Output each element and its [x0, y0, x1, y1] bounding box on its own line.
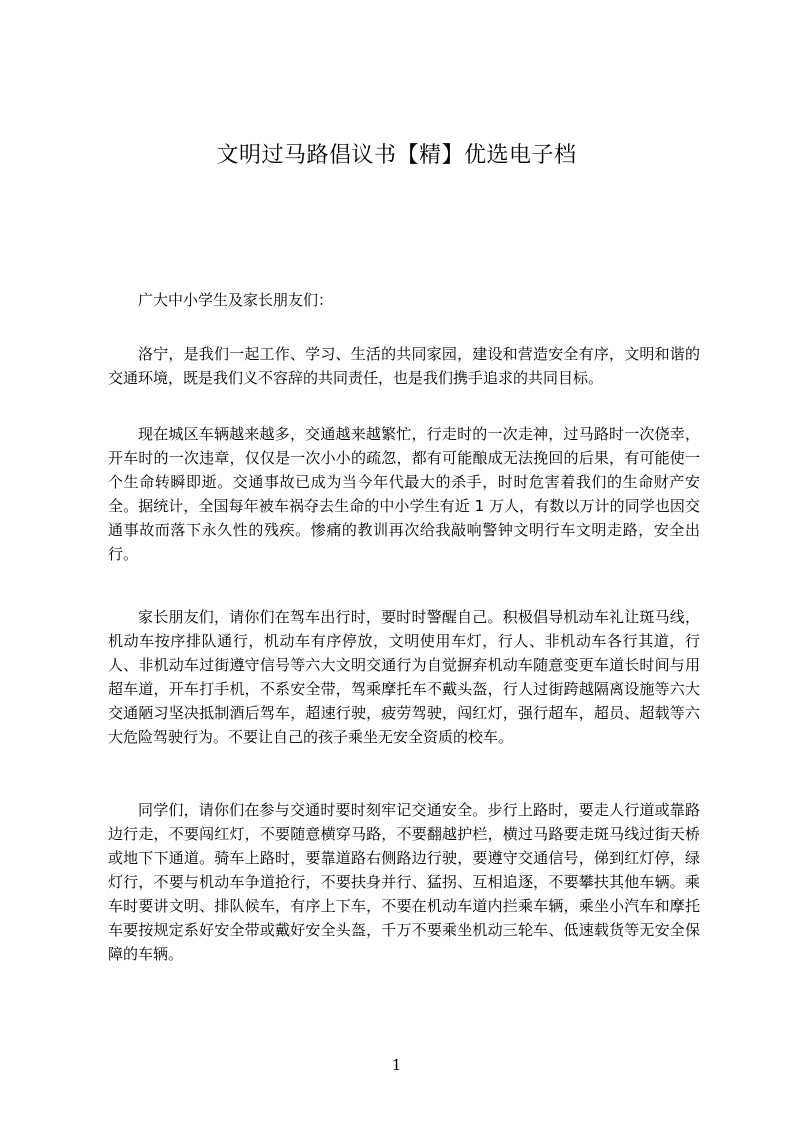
- salutation: 广大中小学生及家长朋友们：: [138, 291, 334, 309]
- paragraph-3: 家长朋友们，请你们在驾车出行时，要时时警醒自己。积极倡导机动车礼让斑马线，机动车按序排队通行，机动车有序停放，文明使用车灯，行人、非机动车各行其道，行人、非机动车过街遵守信号等六大文明交通行为自觉摒弃机动车随意变更车道长时间与用超车道，开车打手机，不系安全带，驾乘摩托车不戴头盔，行人过街跨越隔离设施等六大交通陋习坚决抵制酒后驾车，超速行驶，疲劳驾驶，闯红灯，强行超车，超员、超载等六大危险驾驶行为。不要让自己的孩子乘坐无安全资质的校车。: [108, 608, 700, 746]
- document-title: 文明过马路倡议书【精】优选电子档: [216, 143, 577, 168]
- page-number: 1: [391, 1056, 402, 1074]
- paragraph-1: 洛宁，是我们一起工作、学习、生活的共同家园，建设和营造安全有序，文明和谐的交通环境，既是我们义不容辞的共同责任，也是我们携手追求的共同目标。: [108, 345, 700, 387]
- paragraph-2: 现在城区车辆越来越多，交通越来越繁忙，行走时的一次走神，过马路时一次侥幸，开车时的一次违章，仅仅是一次小小的疏忽，都有可能酿成无法挽回的后果，有可能使一个生命转瞬即逝。交通事故已成为当今年代最大的杀手，时时危害着我们的生命财产安全。据统计，全国每年被车祸夺去生命的中小学生有近 1 万人，有数以万计的同学也因交通事故而落下永久性的残疾。惨痛的教训再次给我敲响警钟文明行车文明走路，安全出行。: [108, 425, 700, 563]
- paragraph-4: 同学们，请你们在参与交通时要时刻牢记交通安全。步行上路时，要走人行道或靠路边行走，不要闯红灯，不要随意横穿马路，不要翻越护栏，横过马路要走斑马线过街天桥或地下下通道。骑车上路时，要靠道路右侧路边行驶，要遵守交通信号，俤到红灯停，绿灯行，不要与机动车争道抢行，不要扶身并行、猛拐、互相追逐，不要攀扶其他车辆。乘车时要讲文明、排队候车，有序上下车，不要在机动车道内拦乘车辆，乘坐小汽车和摩托车要按规定系好安全带或戴好安全头盔，千万不要乘坐机动三轮车、低速载货等无安全保障的车辆。: [108, 801, 700, 963]
